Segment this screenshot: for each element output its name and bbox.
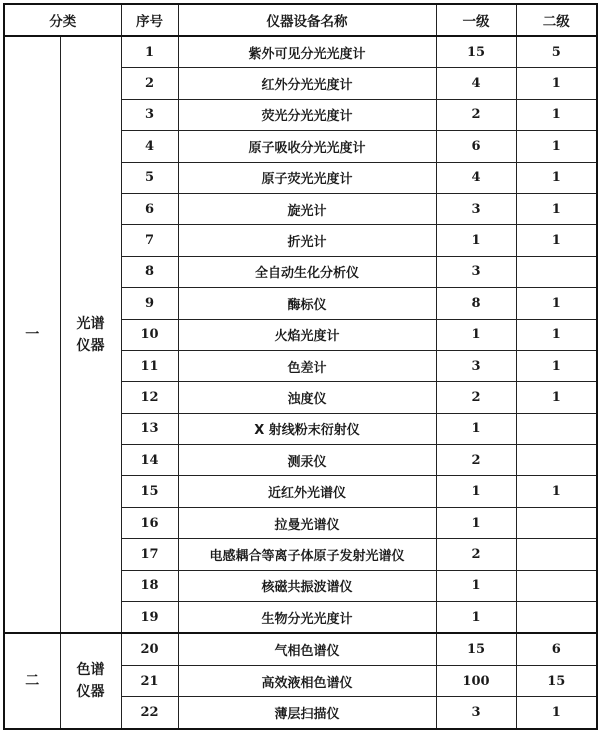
seq-cell: 3: [121, 99, 178, 130]
level1-cell: 3: [436, 193, 516, 224]
level1-cell: 3: [436, 697, 516, 729]
level2-cell: [516, 570, 597, 601]
level2-cell: 1: [516, 162, 597, 193]
table-row: [4, 633, 597, 665]
level1-cell: 1: [436, 602, 516, 634]
group-category-line1: 色谱: [76, 662, 105, 678]
level1-header: 一级: [436, 4, 516, 36]
instrument-name-cell: 测汞仪: [178, 445, 436, 476]
instrument-name-cell: 核磁共振波谱仪: [178, 570, 436, 601]
header-row: [4, 4, 597, 36]
instrument-name-cell: 电感耦合等离子体原子发射光谱仪: [178, 539, 436, 570]
level2-cell: 1: [516, 68, 597, 99]
level2-cell: 1: [516, 225, 597, 256]
level2-cell: 1: [516, 99, 597, 130]
seq-cell: 19: [121, 602, 178, 634]
seq-cell: 10: [121, 319, 178, 350]
seq-cell: 12: [121, 382, 178, 413]
level1-cell: 1: [436, 476, 516, 507]
level1-cell: 2: [436, 382, 516, 413]
level2-cell: 1: [516, 350, 597, 381]
group-category-line2: 仪器: [76, 337, 105, 354]
level1-cell: 100: [436, 665, 516, 696]
level1-cell: 4: [436, 162, 516, 193]
seq-cell: 6: [121, 193, 178, 224]
seq-cell: 22: [121, 697, 178, 729]
seq-cell: 21: [121, 665, 178, 696]
instrument-name-cell: 原子荧光光度计: [178, 162, 436, 193]
level2-cell: 1: [516, 131, 597, 162]
level2-cell: 6: [516, 633, 597, 665]
level1-cell: 8: [436, 288, 516, 319]
level2-cell: 5: [516, 36, 597, 68]
group-category-line2: 仪器: [76, 684, 105, 700]
instrument-name-cell: 色差计: [178, 350, 436, 381]
level2-cell: [516, 507, 597, 538]
group-category: [60, 633, 121, 728]
instrument-name-cell: 薄层扫描仪: [178, 697, 436, 729]
level1-cell: 1: [436, 507, 516, 538]
level1-cell: 15: [436, 633, 516, 665]
level2-cell: 1: [516, 382, 597, 413]
instrument-name-cell: 荧光分光光度计: [178, 99, 436, 130]
level2-cell: [516, 413, 597, 444]
level1-cell: 1: [436, 413, 516, 444]
seq-header: 序号: [121, 4, 178, 36]
seq-cell: 4: [121, 131, 178, 162]
table-body: [4, 36, 597, 729]
level1-cell: 2: [436, 539, 516, 570]
level2-cell: 15: [516, 665, 597, 696]
level1-cell: 15: [436, 36, 516, 68]
seq-cell: 13: [121, 413, 178, 444]
level2-cell: [516, 602, 597, 634]
instrument-name-cell: 酶标仪: [178, 288, 436, 319]
instrument-name-cell: 旋光计: [178, 193, 436, 224]
instrument-name-cell: 浊度仪: [178, 382, 436, 413]
seq-cell: 2: [121, 68, 178, 99]
instrument-table: [3, 3, 598, 730]
instrument-name-cell: 生物分光光度计: [178, 602, 436, 634]
seq-cell: 8: [121, 256, 178, 287]
instrument-name-cell: X 射线粉末衍射仪: [178, 413, 436, 444]
level1-cell: 2: [436, 445, 516, 476]
instrument-name-cell: 红外分光光度计: [178, 68, 436, 99]
level1-cell: 2: [436, 99, 516, 130]
seq-cell: 14: [121, 445, 178, 476]
level1-cell: 1: [436, 225, 516, 256]
level1-cell: 1: [436, 319, 516, 350]
instrument-name-cell: 拉曼光谱仪: [178, 507, 436, 538]
instrument-name-cell: 折光计: [178, 225, 436, 256]
group-number: 二: [4, 633, 60, 728]
seq-cell: 5: [121, 162, 178, 193]
instrument-name-cell: 气相色谱仪: [178, 633, 436, 665]
seq-cell: 16: [121, 507, 178, 538]
level2-cell: 1: [516, 288, 597, 319]
level2-cell: 1: [516, 476, 597, 507]
seq-cell: 17: [121, 539, 178, 570]
instrument-name-cell: 火焰光度计: [178, 319, 436, 350]
level1-cell: 6: [436, 131, 516, 162]
table-row: [4, 36, 597, 68]
seq-cell: 1: [121, 36, 178, 68]
name-header: 仪器设备名称: [178, 4, 436, 36]
level1-cell: 3: [436, 256, 516, 287]
level1-cell: 1: [436, 570, 516, 601]
group-category-line1: 光谱: [76, 315, 105, 332]
level2-cell: 1: [516, 319, 597, 350]
instrument-name-cell: 全自动生化分析仪: [178, 256, 436, 287]
instrument-name-cell: 原子吸收分光光度计: [178, 131, 436, 162]
level1-cell: 4: [436, 68, 516, 99]
level2-cell: [516, 445, 597, 476]
group-category: [60, 36, 121, 633]
level2-cell: 1: [516, 697, 597, 729]
seq-cell: 20: [121, 633, 178, 665]
seq-cell: 11: [121, 350, 178, 381]
seq-cell: 9: [121, 288, 178, 319]
seq-cell: 15: [121, 476, 178, 507]
instrument-name-cell: 紫外可见分光光度计: [178, 36, 436, 68]
group-number: 一: [4, 36, 60, 633]
level2-header: 二级: [516, 4, 597, 36]
instrument-name-cell: 高效液相色谱仪: [178, 665, 436, 696]
seq-cell: 18: [121, 570, 178, 601]
level2-cell: 1: [516, 193, 597, 224]
category-header: 分类: [4, 4, 121, 36]
seq-cell: 7: [121, 225, 178, 256]
level1-cell: 3: [436, 350, 516, 381]
instrument-name-cell: 近红外光谱仪: [178, 476, 436, 507]
level2-cell: [516, 256, 597, 287]
level2-cell: [516, 539, 597, 570]
